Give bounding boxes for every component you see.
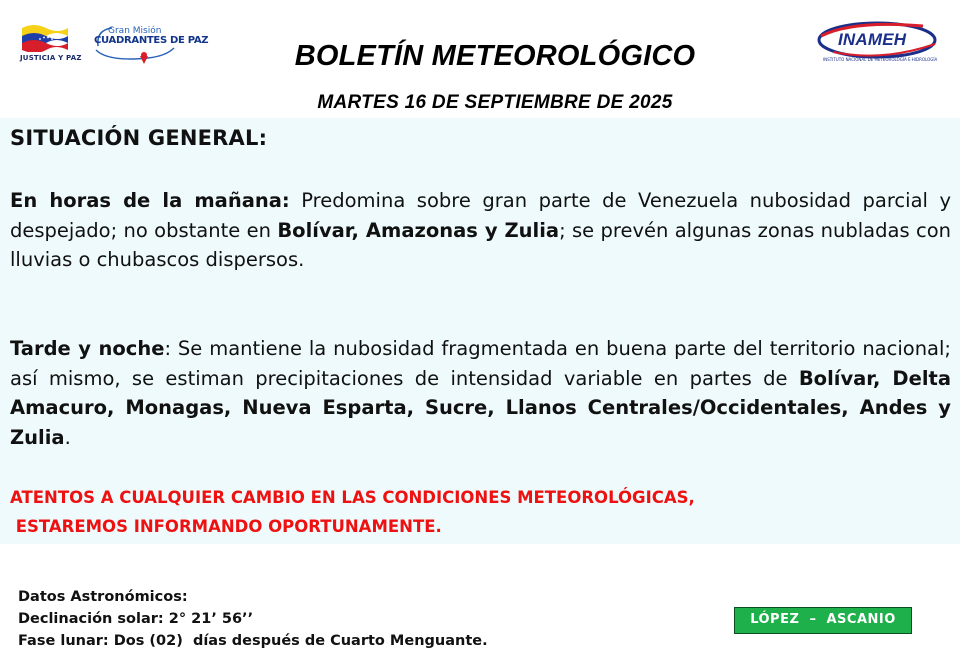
morning-paragraph xyxy=(10,186,951,275)
justicia-y-paz-caption: JUSTICIA Y PAZ xyxy=(20,54,82,62)
alert-line-2: ESTAREMOS INFORMANDO OPORTUNAMENTE. xyxy=(10,517,442,536)
morning-text-2: ; se prevén algunas zonas nubladas con lluvias o chubascos dispersos. xyxy=(10,218,951,271)
afternoon-regions: Bolívar, Delta Amacuro, Monagas, Nueva Esparta, Sucre, Llanos Centrales/Occidentales, Andes y Zulia xyxy=(10,366,951,449)
morning-text-1: Predomina sobre gran parte de Venezuela nubosidad parcial y despejado; no obstante en xyxy=(10,189,951,242)
morning-label: En horas de la mañana: xyxy=(10,189,290,212)
page-title: BOLETÍN METEOROLÓGICO xyxy=(294,40,696,72)
afternoon-label: Tarde y noche xyxy=(10,337,165,360)
situacion-heading: SITUACIÓN GENERAL: xyxy=(10,126,268,150)
moon-phase: Fase lunar: Dos (02) días después de Cuarto Menguante. xyxy=(18,633,488,649)
cuadrantes-de-paz-text: CUADRANTES DE PAZ xyxy=(94,35,209,46)
alert-line-1: ATENTOS A CUALQUIER CAMBIO EN LAS CONDICIONES METEOROLÓGICAS, xyxy=(10,488,695,507)
afternoon-text-2: . xyxy=(64,425,71,449)
inameh-name: INAMEH xyxy=(838,30,907,49)
afternoon-paragraph xyxy=(10,334,951,452)
bulletin-date: MARTES 16 DE SEPTIEMBRE DE 2025 xyxy=(317,92,673,113)
astronomical-data xyxy=(18,586,488,652)
morning-regions: Bolívar, Amazonas y Zulia xyxy=(277,218,560,242)
astro-title: Datos Astronómicos: xyxy=(18,589,188,605)
gran-mision-text: Gran Misión xyxy=(108,26,162,36)
authors-badge: LÓPEZ – ASCANIO xyxy=(734,607,912,634)
inameh-subtitle: INSTITUTO NACIONAL DE METEOROLOGÍA E HIDROLOGÍA xyxy=(823,57,938,62)
solar-declination: Declinación solar: 2° 21’ 56’’ xyxy=(18,611,254,627)
situacion-panel xyxy=(0,118,960,544)
afternoon-text-1: : Se mantiene la nubosidad fragmentada en buena parte del territorio nacional; así mismo, se estiman precipitaciones de intensidad variable en partes de xyxy=(10,337,951,390)
alert-message xyxy=(10,483,695,541)
